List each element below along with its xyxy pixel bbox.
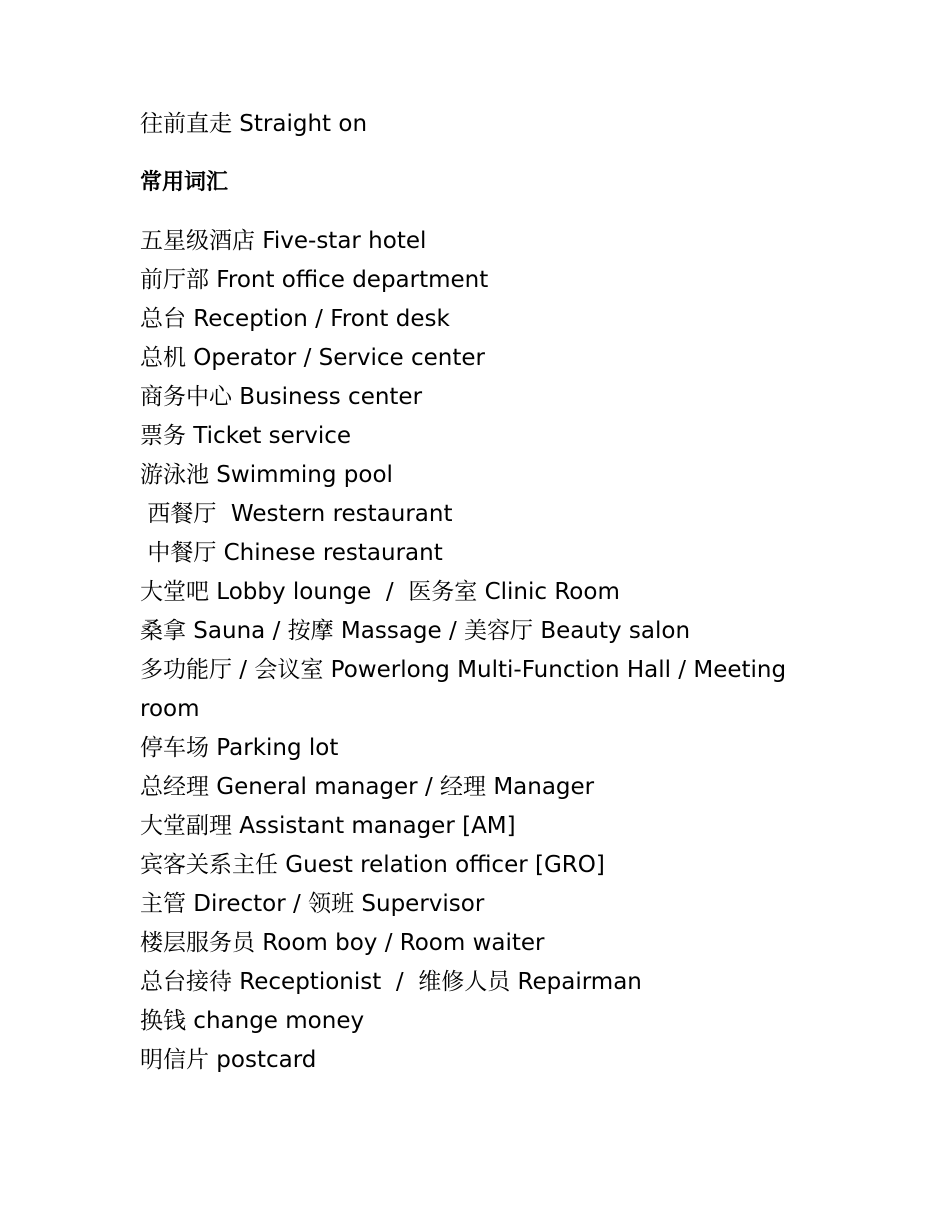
vocab-item: 明信片 postcard <box>140 1047 317 1073</box>
vocab-item: 五星级酒店 Five-star hotel <box>140 228 427 254</box>
vocab-item: 换钱 change money <box>140 1008 365 1034</box>
vocab-list <box>140 222 820 1080</box>
vocab-item: 总台接待 Receptionist / 维修人员 Repairman <box>140 969 642 995</box>
vocab-item: 楼层服务员 Room boy / Room waiter <box>140 930 545 956</box>
vocab-item: 总经理 General manager / 经理 Manager <box>140 774 595 800</box>
vocab-item: 主管 Director / 领班 Supervisor <box>140 891 485 917</box>
vocab-item: 商务中心 Business center <box>140 384 423 410</box>
intro-line: 往前直走 Straight on <box>140 111 368 137</box>
document-body <box>140 105 820 1080</box>
vocab-item: 大堂副理 Assistant manager [AM] <box>140 813 516 839</box>
vocab-item: 票务 Ticket service <box>140 423 352 449</box>
vocab-item: 宾客关系主任 Guest relation officer [GRO] <box>140 852 605 878</box>
section-heading: 常用词汇 <box>140 170 229 195</box>
vocab-item: 大堂吧 Lobby lounge / 医务室 Clinic Room <box>140 579 620 605</box>
vocab-item: 西餐厅 Western restaurant <box>140 501 453 527</box>
vocab-item: 总台 Reception / Front desk <box>140 306 450 332</box>
vocab-item: 总机 Operator / Service center <box>140 345 485 371</box>
vocab-item: 游泳池 Swimming pool <box>140 462 393 488</box>
vocab-item: 多功能厅 / 会议室 Powerlong Multi-Function Hall / Meeting room <box>140 657 794 722</box>
vocab-item: 前厅部 Front office department <box>140 267 489 293</box>
vocab-item: 中餐厅 Chinese restaurant <box>140 540 443 566</box>
vocab-item: 桑拿 Sauna / 按摩 Massage / 美容厅 Beauty salon <box>140 618 691 644</box>
vocab-item: 停车场 Parking lot <box>140 735 339 761</box>
